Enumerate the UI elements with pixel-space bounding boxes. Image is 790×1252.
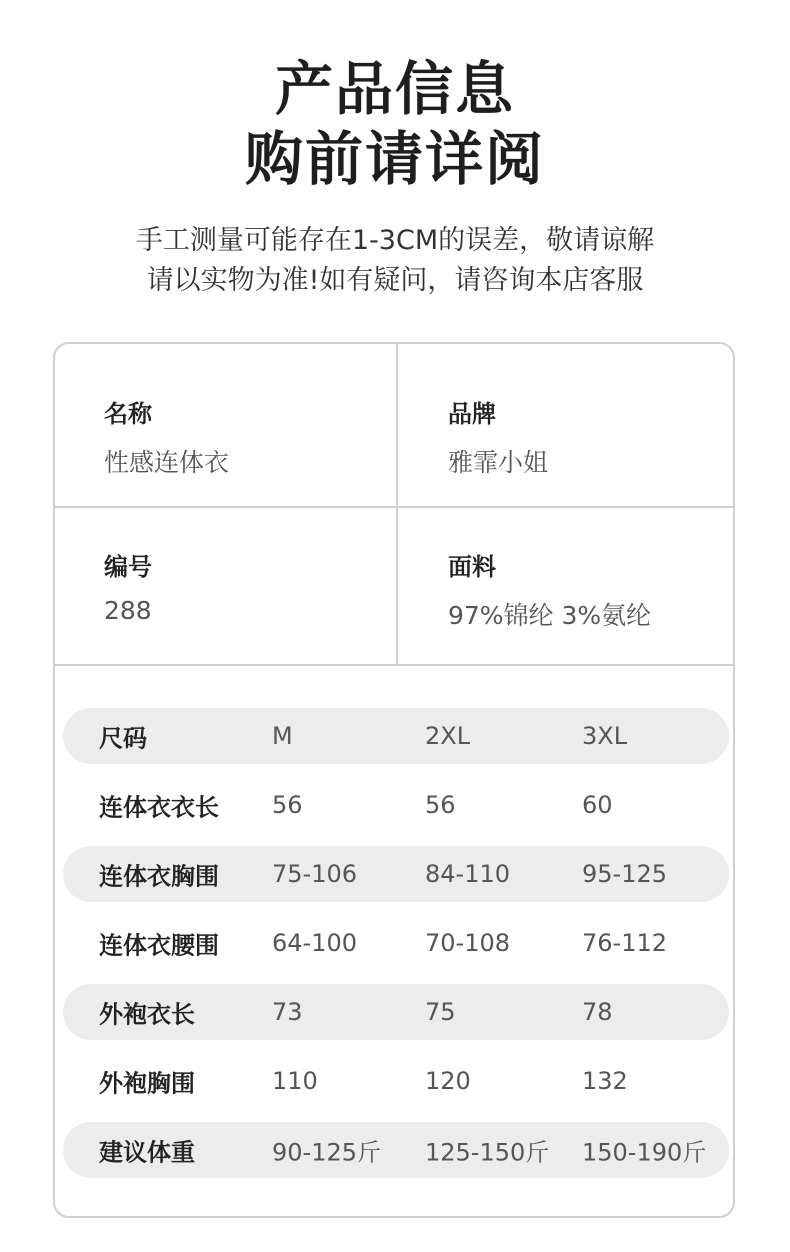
info-value: 性感连体衣 [104,448,230,477]
table-cell: 56 [425,791,456,819]
size-col-m: M [272,722,293,750]
info-cell-fabric [448,547,651,632]
horizontal-divider [55,506,733,508]
table-cell: 60 [582,791,613,819]
info-value: 288 [104,596,152,625]
size-table [63,708,729,1191]
table-cell: 75 [425,998,456,1026]
row-label: 外袍衣长 [99,1000,195,1029]
table-cell: 76-112 [582,929,668,957]
page-title-line2: 购前请详阅 [244,125,545,193]
table-cell: 64-100 [272,929,358,957]
horizontal-divider [55,664,733,666]
page-title-line1: 产品信息 [274,55,515,123]
table-row [63,915,729,971]
row-label: 建议体重 [99,1138,195,1167]
table-row [63,984,729,1040]
product-info-card [53,342,735,1218]
table-cell: 70-108 [425,929,511,957]
vertical-divider [396,344,398,666]
table-cell: 56 [272,791,303,819]
table-cell: 132 [582,1067,628,1095]
table-cell: 125-150斤 [425,1138,550,1167]
service-note: 请以实物为准!如有疑问，请咨询本店客服 [146,265,644,296]
info-cell-name [104,394,229,479]
table-cell: 120 [425,1067,471,1095]
row-label: 连体衣衣长 [99,793,219,822]
size-col-2xl: 2XL [425,722,471,750]
table-row [63,1053,729,1109]
size-header-row [63,708,729,764]
info-label: 品牌 [448,400,496,428]
table-cell: 84-110 [425,860,511,888]
table-cell: 90-125斤 [272,1138,382,1167]
table-cell: 95-125 [582,860,668,888]
info-label: 编号 [104,553,152,581]
table-cell: 73 [272,998,303,1026]
table-cell: 150-190斤 [582,1138,707,1167]
row-label: 尺码 [99,724,147,753]
table-cell: 110 [272,1067,318,1095]
table-cell: 75-106 [272,860,358,888]
table-cell: 78 [582,998,613,1026]
row-label: 连体衣腰围 [99,931,219,960]
measurement-note: 手工测量可能存在1-3CM的误差，敬请谅解 [135,225,655,256]
info-label: 名称 [104,400,152,428]
info-value: 97%锦纶 3%氨纶 [448,601,652,630]
row-label: 连体衣胸围 [99,862,219,891]
table-row [63,846,729,902]
row-label: 外袍胸围 [99,1069,195,1098]
size-col-3xl: 3XL [582,722,628,750]
info-value: 雅霏小姐 [448,448,549,477]
table-row [63,777,729,833]
info-label: 面料 [448,553,496,581]
table-row [63,1122,729,1178]
info-cell-code [104,547,152,625]
info-cell-brand [448,394,548,479]
